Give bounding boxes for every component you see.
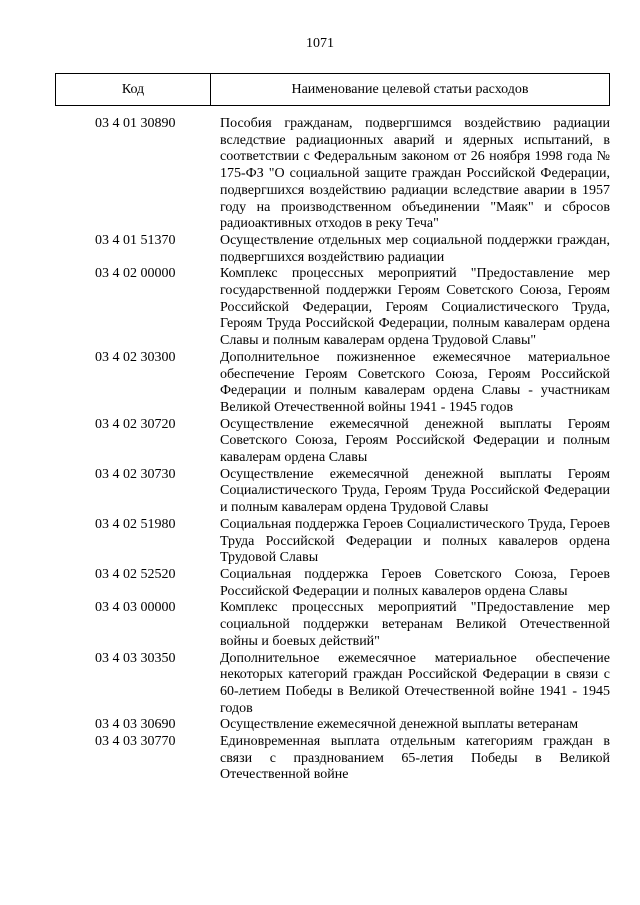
row-code: 03 4 03 00000	[95, 600, 176, 616]
header-code-label: Код	[56, 74, 211, 105]
header-name-label: Наименование целевой статьи расходов	[291, 81, 529, 97]
row-text: Дополнительное ежемесячное материальное обеспечение некоторых категорий граждан Российской Федерации в связи с 60-летием Победы в Великой Отечественной войне 1941 - 1945 годов	[220, 650, 610, 716]
row-code: 03 4 03 30350	[95, 650, 176, 666]
row-text: Осуществление отдельных мер социальной поддержки граждан, подвергшихся воздействию радиации	[220, 232, 610, 265]
row-text: Дополнительное пожизненное ежемесячное материальное обеспечение Героям Советского Союза, Героям Российской Федерации и полным кавалерам ордена Славы - участникам Великой Отечественной войны 1941 - 1945 годов	[220, 349, 610, 415]
page-number: 1071	[306, 36, 334, 51]
row-text: Осуществление ежемесячной денежной выплаты ветеранам	[220, 717, 579, 733]
table-row	[0, 567, 640, 600]
table-row	[0, 517, 640, 567]
row-code: 03 4 01 51370	[95, 232, 176, 248]
table-row	[0, 467, 640, 517]
row-text: Пособия гражданам, подвергшимся воздействию радиации вследствие радиационных аварий и ядерных испытаний, в соответствии с Федеральным законом от 26 ноября 1998 года № 175-ФЗ "О социальной защите граждан Российской Федерации, подвергшихся воздействию радиации вследствие аварии в 1957 году на производственном объединении "Маяк" и сбросов радиоактивных отходов в реку Теча"	[220, 116, 610, 232]
row-text: Комплекс процессных мероприятий "Предоставление мер государственной поддержки Героям Советского Союза, Героям Российской Федерации, Героям Социалистического Труда, Героям Труда Российской Федерации, полным кавалерам ордена Славы и полным кавалерам ордена Трудовой Славы"	[220, 266, 610, 349]
row-code: 03 4 02 52520	[95, 566, 176, 582]
row-code: 03 4 02 30720	[95, 416, 176, 432]
row-code: 03 4 03 30770	[95, 734, 176, 750]
table-row	[0, 233, 640, 266]
table-header	[55, 73, 610, 106]
table-row	[0, 116, 640, 233]
row-text: Социальная поддержка Героев Советского Союза, Героев Российской Федерации и полных кавалеров ордена Славы	[220, 566, 610, 599]
table-row	[0, 600, 640, 650]
row-text: Единовременная выплата отдельным категориям граждан в связи с празднованием 65-летия Победы в Великой Отечественной войне	[220, 734, 610, 783]
table-row	[0, 717, 640, 734]
row-code: 03 4 02 51980	[95, 516, 176, 532]
row-code: 03 4 02 00000	[95, 266, 176, 282]
row-text: Осуществление ежемесячной денежной выплаты Героям Советского Союза, Героям Российской Федерации и полным кавалерам ордена Славы	[220, 416, 610, 466]
table-row	[0, 266, 640, 350]
row-code: 03 4 02 30730	[95, 466, 176, 482]
row-code: 03 4 03 30690	[95, 717, 176, 733]
row-text: Социальная поддержка Героев Социалистического Труда, Героев Труда Российской Федерации и полных кавалеров ордена Трудовой Славы	[220, 516, 610, 566]
table-row	[0, 651, 640, 718]
row-code: 03 4 02 30300	[95, 349, 176, 365]
table-row	[0, 417, 640, 467]
table-body	[0, 116, 640, 784]
row-code: 03 4 01 30890	[95, 116, 176, 131]
table-row	[0, 350, 640, 417]
row-text: Осуществление ежемесячной денежной выплаты Героям Социалистического Труда, Героям Труда Российской Федерации и полным кавалерам ордена Трудовой Славы	[220, 466, 610, 516]
table-row	[0, 734, 640, 784]
row-text: Комплекс процессных мероприятий "Предоставление мер социальной поддержки ветеранам Великой Отечественной войны и боевых действий"	[220, 600, 610, 649]
